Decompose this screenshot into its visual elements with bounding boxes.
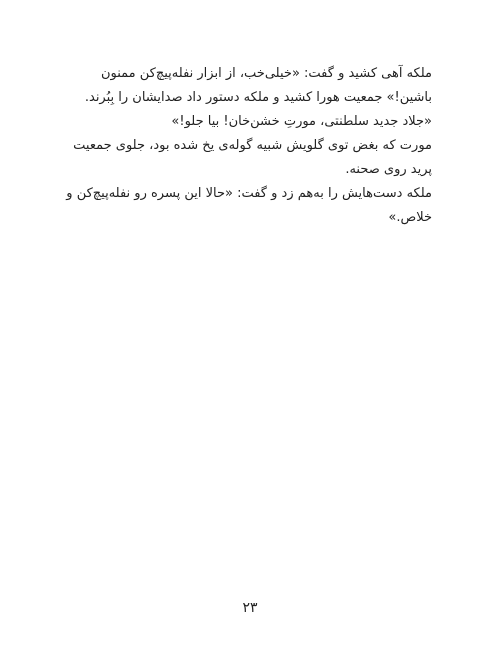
page-number: ۲۳ [242, 600, 258, 616]
body-text [62, 62, 432, 230]
paragraph-3: مورت که بغض توی گلویش شبیه گوله‌ی یخ شده بود، جلوی جمعیت پرید روی صحنه. [73, 138, 432, 177]
paragraph-4: ملکه دست‌هایش را به‌هم زد و گفت: «حالا این پسره رو نفله‌پیچ‌کن و خلاص.» [66, 186, 432, 225]
paragraph-2: «جلاد جدید سلطنتی، مورتِ خشن‌خان! بیا جلو!» [171, 114, 432, 129]
paragraph-1: ملکه آهی کشید و گفت: «خیلی‌خب، از ابزار نفله‌پیچ‌کن ممنون باشین!» جمعیت هورا کشید و ملکه دستور داد صدایشان را بِبُرند. [84, 66, 432, 105]
